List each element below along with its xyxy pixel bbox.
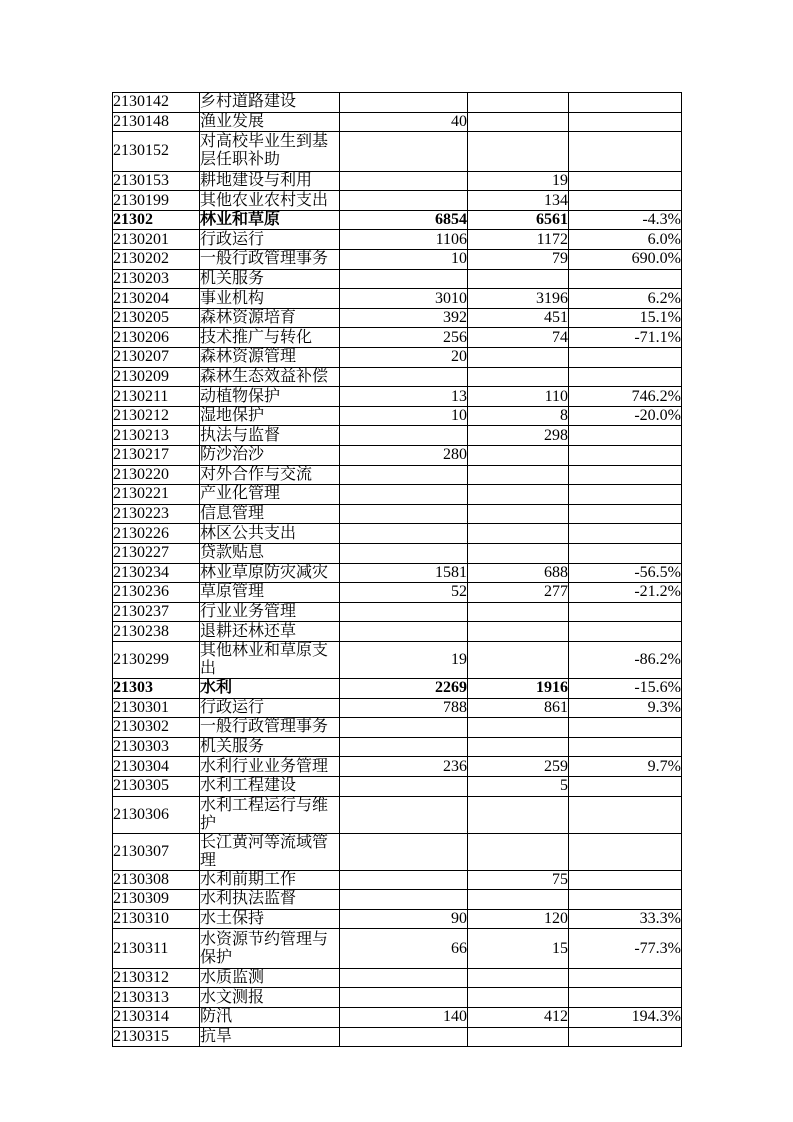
value2-cell: 120 bbox=[468, 909, 569, 929]
value1-cell bbox=[340, 602, 468, 622]
code-cell: 2130234 bbox=[113, 563, 200, 583]
value1-cell: 90 bbox=[340, 909, 468, 929]
value1-cell bbox=[340, 485, 468, 505]
code-cell: 2130152 bbox=[113, 132, 200, 172]
value2-cell bbox=[468, 446, 569, 466]
code-cell: 2130201 bbox=[113, 230, 200, 250]
code-cell: 2130209 bbox=[113, 367, 200, 387]
pct-cell: 690.0% bbox=[569, 250, 682, 270]
value2-cell: 298 bbox=[468, 426, 569, 446]
pct-cell bbox=[569, 367, 682, 387]
code-cell: 2130148 bbox=[113, 112, 200, 132]
value2-cell bbox=[468, 485, 569, 505]
value2-cell: 79 bbox=[468, 250, 569, 270]
pct-cell: 15.1% bbox=[569, 308, 682, 328]
code-cell: 2130307 bbox=[113, 833, 200, 870]
value2-cell bbox=[468, 833, 569, 870]
pct-cell bbox=[569, 524, 682, 544]
table-row bbox=[113, 485, 682, 505]
value1-cell: 140 bbox=[340, 1007, 468, 1027]
name-cell: 长江黄河等流域管理 bbox=[200, 833, 340, 870]
pct-cell bbox=[569, 968, 682, 988]
pct-cell bbox=[569, 191, 682, 211]
table-row bbox=[113, 446, 682, 466]
value1-cell bbox=[340, 132, 468, 172]
table-row bbox=[113, 583, 682, 603]
value2-cell bbox=[468, 132, 569, 172]
name-cell: 森林资源管理 bbox=[200, 348, 340, 368]
value1-cell: 2269 bbox=[340, 678, 468, 698]
table-row bbox=[113, 870, 682, 890]
value1-cell bbox=[340, 465, 468, 485]
value1-cell bbox=[340, 870, 468, 890]
value1-cell: 19 bbox=[340, 641, 468, 678]
value1-cell bbox=[340, 890, 468, 910]
value2-cell bbox=[468, 737, 569, 757]
table-row bbox=[113, 132, 682, 172]
pct-cell bbox=[569, 504, 682, 524]
value1-cell bbox=[340, 524, 468, 544]
code-cell: 2130204 bbox=[113, 289, 200, 309]
pct-cell: -86.2% bbox=[569, 641, 682, 678]
value1-cell bbox=[340, 718, 468, 738]
name-cell: 林区公共支出 bbox=[200, 524, 340, 544]
pct-cell bbox=[569, 890, 682, 910]
name-cell: 防沙治沙 bbox=[200, 446, 340, 466]
code-cell: 21303 bbox=[113, 678, 200, 698]
name-cell: 贷款贴息 bbox=[200, 543, 340, 563]
table-row bbox=[113, 269, 682, 289]
name-cell: 水利行业业务管理 bbox=[200, 757, 340, 777]
pct-cell bbox=[569, 132, 682, 172]
value1-cell: 52 bbox=[340, 583, 468, 603]
value2-cell: 74 bbox=[468, 328, 569, 348]
value2-cell bbox=[468, 348, 569, 368]
table-row bbox=[113, 191, 682, 211]
table-row bbox=[113, 909, 682, 929]
name-cell: 林业和草原 bbox=[200, 210, 340, 230]
pct-cell bbox=[569, 718, 682, 738]
name-cell: 对外合作与交流 bbox=[200, 465, 340, 485]
code-cell: 2130238 bbox=[113, 622, 200, 642]
value2-cell bbox=[468, 796, 569, 833]
value1-cell: 236 bbox=[340, 757, 468, 777]
name-cell: 行政运行 bbox=[200, 698, 340, 718]
value2-cell: 688 bbox=[468, 563, 569, 583]
code-cell: 2130311 bbox=[113, 929, 200, 969]
name-cell: 湿地保护 bbox=[200, 406, 340, 426]
table-row bbox=[113, 93, 682, 113]
value1-cell: 10 bbox=[340, 250, 468, 270]
pct-cell bbox=[569, 171, 682, 191]
value2-cell bbox=[468, 367, 569, 387]
value1-cell: 6854 bbox=[340, 210, 468, 230]
pct-cell bbox=[569, 465, 682, 485]
budget-table bbox=[112, 92, 682, 1047]
value2-cell bbox=[468, 968, 569, 988]
value1-cell bbox=[340, 426, 468, 446]
code-cell: 2130205 bbox=[113, 308, 200, 328]
value1-cell: 788 bbox=[340, 698, 468, 718]
table-row bbox=[113, 737, 682, 757]
table-row bbox=[113, 504, 682, 524]
name-cell: 森林资源培育 bbox=[200, 308, 340, 328]
name-cell: 水利工程建设 bbox=[200, 776, 340, 796]
value2-cell bbox=[468, 622, 569, 642]
table-row bbox=[113, 622, 682, 642]
name-cell: 抗旱 bbox=[200, 1027, 340, 1047]
code-cell: 2130305 bbox=[113, 776, 200, 796]
pct-cell: 6.2% bbox=[569, 289, 682, 309]
code-cell: 2130217 bbox=[113, 446, 200, 466]
table-row bbox=[113, 757, 682, 777]
code-cell: 2130236 bbox=[113, 583, 200, 603]
table-row bbox=[113, 776, 682, 796]
table-row bbox=[113, 543, 682, 563]
value2-cell bbox=[468, 112, 569, 132]
pct-cell bbox=[569, 426, 682, 446]
value1-cell bbox=[340, 543, 468, 563]
name-cell: 森林生态效益补偿 bbox=[200, 367, 340, 387]
name-cell: 事业机构 bbox=[200, 289, 340, 309]
table-row bbox=[113, 426, 682, 446]
code-cell: 2130223 bbox=[113, 504, 200, 524]
pct-cell: -77.3% bbox=[569, 929, 682, 969]
code-cell: 2130212 bbox=[113, 406, 200, 426]
pct-cell bbox=[569, 796, 682, 833]
value1-cell bbox=[340, 93, 468, 113]
pct-cell bbox=[569, 833, 682, 870]
name-cell: 技术推广与转化 bbox=[200, 328, 340, 348]
budget-table-body bbox=[113, 93, 682, 1047]
pct-cell bbox=[569, 602, 682, 622]
name-cell: 乡村道路建设 bbox=[200, 93, 340, 113]
value2-cell bbox=[468, 988, 569, 1008]
table-row bbox=[113, 524, 682, 544]
name-cell: 机关服务 bbox=[200, 269, 340, 289]
name-cell: 信息管理 bbox=[200, 504, 340, 524]
value1-cell: 20 bbox=[340, 348, 468, 368]
value2-cell: 412 bbox=[468, 1007, 569, 1027]
name-cell: 退耕还林还草 bbox=[200, 622, 340, 642]
table-row bbox=[113, 563, 682, 583]
table-row bbox=[113, 348, 682, 368]
table-row bbox=[113, 988, 682, 1008]
table-row bbox=[113, 210, 682, 230]
table-row bbox=[113, 718, 682, 738]
value2-cell bbox=[468, 1027, 569, 1047]
code-cell: 2130313 bbox=[113, 988, 200, 1008]
name-cell: 耕地建设与利用 bbox=[200, 171, 340, 191]
code-cell: 2130303 bbox=[113, 737, 200, 757]
code-cell: 2130207 bbox=[113, 348, 200, 368]
name-cell: 执法与监督 bbox=[200, 426, 340, 446]
pct-cell: 746.2% bbox=[569, 387, 682, 407]
code-cell: 2130226 bbox=[113, 524, 200, 544]
value2-cell bbox=[468, 641, 569, 678]
value2-cell bbox=[468, 890, 569, 910]
name-cell: 行政运行 bbox=[200, 230, 340, 250]
table-row bbox=[113, 289, 682, 309]
code-cell: 2130309 bbox=[113, 890, 200, 910]
value1-cell: 40 bbox=[340, 112, 468, 132]
pct-cell bbox=[569, 622, 682, 642]
value1-cell: 392 bbox=[340, 308, 468, 328]
value2-cell: 1916 bbox=[468, 678, 569, 698]
code-cell: 2130304 bbox=[113, 757, 200, 777]
pct-cell: 9.7% bbox=[569, 757, 682, 777]
name-cell: 机关服务 bbox=[200, 737, 340, 757]
value1-cell bbox=[340, 796, 468, 833]
table-row bbox=[113, 367, 682, 387]
pct-cell: -4.3% bbox=[569, 210, 682, 230]
value1-cell bbox=[340, 737, 468, 757]
code-cell: 2130302 bbox=[113, 718, 200, 738]
code-cell: 2130199 bbox=[113, 191, 200, 211]
table-row bbox=[113, 968, 682, 988]
value1-cell: 3010 bbox=[340, 289, 468, 309]
code-cell: 2130299 bbox=[113, 641, 200, 678]
value1-cell bbox=[340, 269, 468, 289]
value1-cell: 13 bbox=[340, 387, 468, 407]
pct-cell: 6.0% bbox=[569, 230, 682, 250]
value2-cell: 6561 bbox=[468, 210, 569, 230]
table-row bbox=[113, 465, 682, 485]
value1-cell bbox=[340, 171, 468, 191]
name-cell: 草原管理 bbox=[200, 583, 340, 603]
value2-cell bbox=[468, 524, 569, 544]
value2-cell bbox=[468, 269, 569, 289]
name-cell: 其他农业农村支出 bbox=[200, 191, 340, 211]
pct-cell bbox=[569, 348, 682, 368]
code-cell: 2130310 bbox=[113, 909, 200, 929]
name-cell: 水利 bbox=[200, 678, 340, 698]
value2-cell bbox=[468, 504, 569, 524]
value1-cell: 10 bbox=[340, 406, 468, 426]
pct-cell bbox=[569, 446, 682, 466]
value1-cell bbox=[340, 622, 468, 642]
pct-cell: -20.0% bbox=[569, 406, 682, 426]
value2-cell: 3196 bbox=[468, 289, 569, 309]
value2-cell: 861 bbox=[468, 698, 569, 718]
table-row bbox=[113, 406, 682, 426]
table-row bbox=[113, 698, 682, 718]
value1-cell bbox=[340, 968, 468, 988]
value1-cell bbox=[340, 776, 468, 796]
name-cell: 水土保持 bbox=[200, 909, 340, 929]
value2-cell bbox=[468, 602, 569, 622]
code-cell: 2130314 bbox=[113, 1007, 200, 1027]
value2-cell: 110 bbox=[468, 387, 569, 407]
pct-cell bbox=[569, 269, 682, 289]
code-cell: 2130312 bbox=[113, 968, 200, 988]
pct-cell bbox=[569, 485, 682, 505]
pct-cell bbox=[569, 737, 682, 757]
table-row bbox=[113, 602, 682, 622]
pct-cell bbox=[569, 870, 682, 890]
value1-cell bbox=[340, 191, 468, 211]
value2-cell: 19 bbox=[468, 171, 569, 191]
code-cell: 2130213 bbox=[113, 426, 200, 446]
value2-cell: 1172 bbox=[468, 230, 569, 250]
value1-cell bbox=[340, 833, 468, 870]
value1-cell: 66 bbox=[340, 929, 468, 969]
code-cell: 2130315 bbox=[113, 1027, 200, 1047]
code-cell: 2130206 bbox=[113, 328, 200, 348]
table-row bbox=[113, 796, 682, 833]
code-cell: 2130142 bbox=[113, 93, 200, 113]
pct-cell bbox=[569, 543, 682, 563]
name-cell: 防汛 bbox=[200, 1007, 340, 1027]
code-cell: 2130221 bbox=[113, 485, 200, 505]
table-row bbox=[113, 890, 682, 910]
name-cell: 水利前期工作 bbox=[200, 870, 340, 890]
value1-cell: 256 bbox=[340, 328, 468, 348]
table-row bbox=[113, 171, 682, 191]
code-cell: 2130202 bbox=[113, 250, 200, 270]
value1-cell bbox=[340, 1027, 468, 1047]
value1-cell bbox=[340, 988, 468, 1008]
code-cell: 2130153 bbox=[113, 171, 200, 191]
value2-cell: 259 bbox=[468, 757, 569, 777]
value2-cell: 451 bbox=[468, 308, 569, 328]
pct-cell: 33.3% bbox=[569, 909, 682, 929]
pct-cell: 194.3% bbox=[569, 1007, 682, 1027]
table-row bbox=[113, 250, 682, 270]
value1-cell: 1581 bbox=[340, 563, 468, 583]
code-cell: 2130308 bbox=[113, 870, 200, 890]
table-row bbox=[113, 1007, 682, 1027]
value2-cell: 8 bbox=[468, 406, 569, 426]
table-row bbox=[113, 1027, 682, 1047]
code-cell: 2130220 bbox=[113, 465, 200, 485]
name-cell: 行业业务管理 bbox=[200, 602, 340, 622]
pct-cell: -71.1% bbox=[569, 328, 682, 348]
name-cell: 产业化管理 bbox=[200, 485, 340, 505]
value2-cell bbox=[468, 718, 569, 738]
table-row bbox=[113, 328, 682, 348]
code-cell: 2130227 bbox=[113, 543, 200, 563]
value2-cell: 75 bbox=[468, 870, 569, 890]
name-cell: 林业草原防灾减灾 bbox=[200, 563, 340, 583]
pct-cell: -56.5% bbox=[569, 563, 682, 583]
pct-cell bbox=[569, 988, 682, 1008]
table-row bbox=[113, 641, 682, 678]
table-row bbox=[113, 230, 682, 250]
table-row bbox=[113, 929, 682, 969]
table-row bbox=[113, 308, 682, 328]
pct-cell bbox=[569, 1027, 682, 1047]
name-cell: 水利执法监督 bbox=[200, 890, 340, 910]
name-cell: 渔业发展 bbox=[200, 112, 340, 132]
code-cell: 21302 bbox=[113, 210, 200, 230]
value2-cell bbox=[468, 93, 569, 113]
pct-cell: 9.3% bbox=[569, 698, 682, 718]
code-cell: 2130211 bbox=[113, 387, 200, 407]
pct-cell: -15.6% bbox=[569, 678, 682, 698]
table-row bbox=[113, 678, 682, 698]
value2-cell: 134 bbox=[468, 191, 569, 211]
pct-cell: -21.2% bbox=[569, 583, 682, 603]
code-cell: 2130237 bbox=[113, 602, 200, 622]
name-cell: 水质监测 bbox=[200, 968, 340, 988]
name-cell: 动植物保护 bbox=[200, 387, 340, 407]
name-cell: 对高校毕业生到基层任职补助 bbox=[200, 132, 340, 172]
value1-cell: 1106 bbox=[340, 230, 468, 250]
pct-cell bbox=[569, 93, 682, 113]
name-cell: 一般行政管理事务 bbox=[200, 250, 340, 270]
value2-cell: 15 bbox=[468, 929, 569, 969]
value1-cell bbox=[340, 367, 468, 387]
table-row bbox=[113, 833, 682, 870]
code-cell: 2130203 bbox=[113, 269, 200, 289]
code-cell: 2130301 bbox=[113, 698, 200, 718]
value2-cell: 5 bbox=[468, 776, 569, 796]
value1-cell bbox=[340, 504, 468, 524]
table-row bbox=[113, 112, 682, 132]
name-cell: 水资源节约管理与保护 bbox=[200, 929, 340, 969]
value2-cell bbox=[468, 543, 569, 563]
value2-cell bbox=[468, 465, 569, 485]
pct-cell bbox=[569, 776, 682, 796]
name-cell: 其他林业和草原支出 bbox=[200, 641, 340, 678]
name-cell: 水利工程运行与维护 bbox=[200, 796, 340, 833]
name-cell: 水文测报 bbox=[200, 988, 340, 1008]
pct-cell bbox=[569, 112, 682, 132]
table-row bbox=[113, 387, 682, 407]
value2-cell: 277 bbox=[468, 583, 569, 603]
code-cell: 2130306 bbox=[113, 796, 200, 833]
value1-cell: 280 bbox=[340, 446, 468, 466]
name-cell: 一般行政管理事务 bbox=[200, 718, 340, 738]
